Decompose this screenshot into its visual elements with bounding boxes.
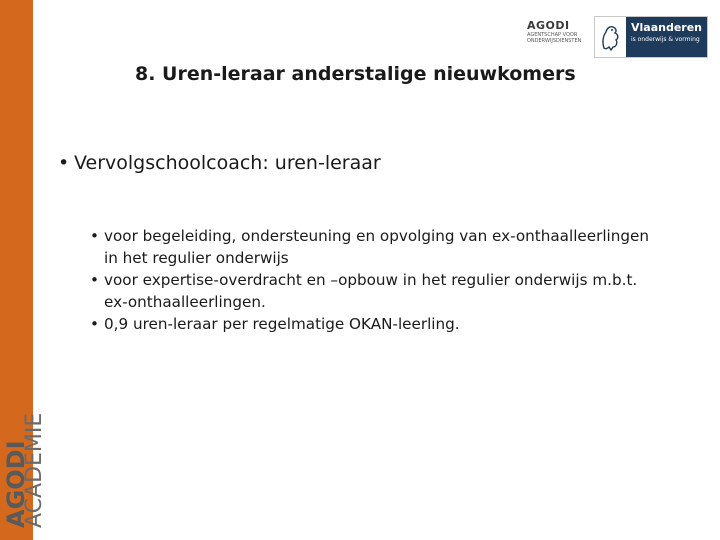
vlaanderen-logo-title: Vlaanderen [630, 21, 702, 34]
bullet-icon: • [58, 152, 70, 174]
bullet-icon: • [90, 271, 99, 289]
flemish-lion-icon [595, 17, 626, 57]
slide-title: 8. Uren-leraar anderstalige nieuwkomers [135, 63, 576, 85]
level1-bullet-item [58, 152, 678, 174]
list-item-text: voor begeleiding, ondersteuning en opvolging van ex-onthaalleerlingen in het regulier onderwijs [104, 227, 650, 267]
list-item [90, 269, 680, 313]
agodi-logo-name: AGODI [527, 19, 570, 32]
list-item [90, 313, 680, 335]
agodi-logo-tagline-2: ONDERWIJSDIENSTEN [527, 38, 582, 44]
sidebar-brand-academie: ACADEMIE [22, 412, 47, 528]
list-item [90, 225, 680, 269]
sidebar-brand-agodi: AGODI [2, 440, 30, 528]
level1-bullet-text: Vervolgschoolcoach: uren-leraar [74, 152, 381, 174]
agodi-logo-tagline-1: AGENTSCHAP VOOR [527, 32, 578, 38]
bullet-icon: • [90, 227, 99, 245]
list-item-text: 0,9 uren-leraar per regelmatige OKAN-leerling. [104, 315, 460, 333]
bullet-icon: • [90, 315, 99, 333]
sidebar-brand [2, 412, 50, 540]
vlaanderen-logo-subtitle: is onderwijs & vorming [630, 36, 700, 43]
vlaanderen-logo-box [626, 17, 707, 57]
list-item-text: voor expertise-overdracht en –opbouw in het regulier onderwijs m.b.t. ex-onthaalleerlingen. [104, 271, 638, 311]
agodi-logo [527, 19, 587, 53]
vlaanderen-logo [594, 16, 708, 58]
level2-bullet-list [90, 225, 680, 335]
